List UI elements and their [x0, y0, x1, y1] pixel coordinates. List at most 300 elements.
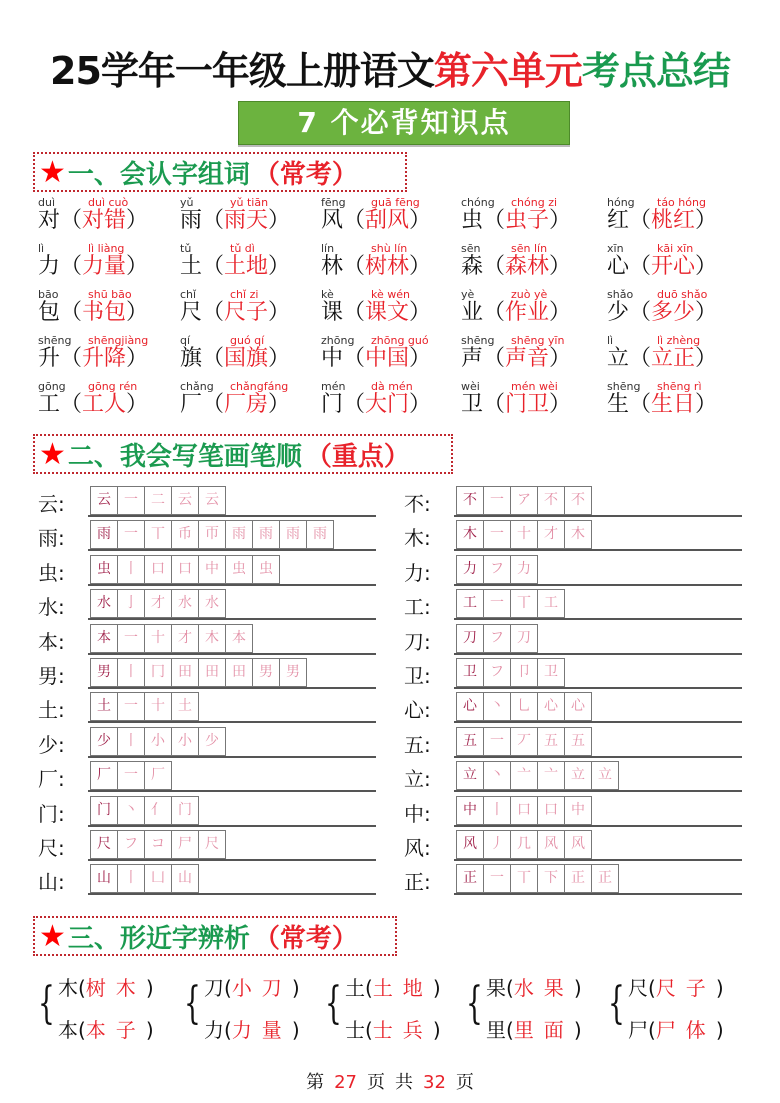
stroke-box: 卫	[537, 658, 565, 687]
stroke-box: 凵	[144, 864, 172, 893]
row-divider	[454, 721, 742, 723]
char-pinyin: xīn	[607, 242, 624, 255]
char-word: 力（力量）	[38, 254, 149, 279]
stroke-boxes	[90, 727, 225, 756]
word: 森林	[505, 254, 550, 279]
stroke-box: 一	[483, 589, 511, 618]
stroke-char: 风:	[404, 835, 431, 860]
stroke-box: 尺	[90, 830, 118, 859]
stroke-boxes	[90, 830, 225, 859]
stroke-box: 木	[456, 520, 484, 549]
char: 工	[38, 392, 61, 417]
word: 刮风	[365, 208, 410, 233]
char-word: 心（开心）	[607, 254, 718, 279]
word: 对错	[82, 208, 127, 233]
char-word: 虫（虫子）	[461, 208, 572, 233]
stroke-box: 币	[171, 520, 199, 549]
char: 包	[38, 300, 61, 325]
stroke-box: 虫	[90, 555, 118, 584]
char: 红	[607, 208, 630, 233]
word-pinyin: gōng rén	[88, 380, 138, 393]
stroke-box: 雨	[225, 520, 253, 549]
word-pinyin: kè wén	[371, 288, 410, 301]
char: 旗	[180, 346, 203, 371]
row-divider	[88, 653, 376, 655]
stroke-box: 心	[456, 692, 484, 721]
stroke-box: 一	[483, 520, 511, 549]
stroke-char: 门:	[38, 801, 65, 826]
stroke-order-left	[38, 484, 378, 897]
char: 心	[607, 254, 630, 279]
row-divider	[454, 756, 742, 758]
word: 升降	[82, 346, 127, 371]
stroke-box: 尺	[198, 830, 226, 859]
char-word: 尺（尺子）	[180, 300, 291, 325]
stroke-box: 帀	[198, 520, 226, 549]
row-divider	[88, 721, 376, 723]
stroke-char: 雨:	[38, 526, 65, 551]
page-word: 页	[367, 1072, 385, 1093]
stroke-box: 正	[564, 864, 592, 893]
stroke-box: 工	[537, 589, 565, 618]
char-pinyin: bāo	[38, 288, 59, 301]
stroke-box: 冂	[144, 658, 172, 687]
stroke-boxes	[456, 830, 591, 859]
char-pinyin: chǎng	[180, 380, 214, 393]
stroke-box: 云	[90, 486, 118, 515]
word-row	[38, 288, 768, 334]
section1-tag: （常考）	[253, 159, 358, 190]
word: 立正	[651, 346, 696, 371]
stroke-box: フ	[483, 624, 511, 653]
row-divider	[454, 515, 742, 517]
stroke-box: 一	[117, 520, 145, 549]
stroke-box: 亅	[117, 589, 145, 618]
stroke-boxes	[456, 658, 564, 687]
word-pinyin: chǎngfáng	[230, 380, 289, 393]
char-word: 立（立正）	[607, 346, 718, 371]
title-grade: 25学年一年级上册语文	[50, 49, 434, 93]
stroke-box: 刀	[510, 624, 538, 653]
char-pinyin: shǎo	[607, 288, 634, 301]
stroke-row	[404, 518, 744, 552]
stroke-box: 木	[564, 520, 592, 549]
word-pinyin: kāi xīn	[657, 242, 694, 255]
stroke-box: 丨	[483, 796, 511, 825]
stroke-row	[404, 759, 744, 793]
stroke-box: 丶	[117, 796, 145, 825]
stroke-box: 口	[537, 796, 565, 825]
char-pinyin: tǔ	[180, 242, 192, 255]
char-word: 红（桃红）	[607, 208, 718, 233]
char-word: 业（作业）	[461, 300, 572, 325]
char-pinyin: chóng	[461, 196, 495, 209]
stroke-boxes	[456, 589, 564, 618]
char: 对	[38, 208, 61, 233]
row-divider	[88, 790, 376, 792]
stroke-boxes	[456, 520, 591, 549]
title-unit: 第六单元	[433, 49, 582, 93]
word: 力量	[82, 254, 127, 279]
stroke-box: 乚	[510, 692, 538, 721]
total-word: 共	[395, 1072, 413, 1093]
stroke-box: 男	[252, 658, 280, 687]
stroke-box: 水	[198, 589, 226, 618]
row-divider	[88, 549, 376, 551]
char-pinyin: sēn	[461, 242, 481, 255]
row-divider	[88, 618, 376, 620]
row-divider	[454, 859, 742, 861]
stroke-box: 口	[171, 555, 199, 584]
stroke-box: ア	[510, 486, 538, 515]
stroke-boxes	[90, 486, 225, 515]
word: 树林	[365, 254, 410, 279]
stroke-box: 田	[171, 658, 199, 687]
pair-line-a: 土(土地)	[345, 976, 441, 1000]
stroke-char: 心:	[404, 698, 431, 723]
stroke-boxes	[456, 555, 537, 584]
stroke-box: 丨	[117, 727, 145, 756]
char: 立	[607, 346, 630, 371]
stroke-box: 男	[279, 658, 307, 687]
page-title	[0, 40, 780, 95]
word-pinyin: duì cuò	[88, 196, 129, 209]
star-icon: ★	[39, 154, 66, 190]
row-divider	[88, 687, 376, 689]
stroke-box: 小	[144, 727, 172, 756]
stroke-box: 刀	[456, 624, 484, 653]
word-grid	[38, 196, 768, 426]
stroke-box: 丅	[510, 589, 538, 618]
char-pinyin: mén	[321, 380, 346, 393]
stroke-box: 雨	[90, 520, 118, 549]
stroke-box: 卩	[510, 658, 538, 687]
stroke-box: 不	[564, 486, 592, 515]
stroke-boxes	[90, 796, 198, 825]
stroke-char: 工:	[404, 595, 431, 620]
row-divider	[454, 549, 742, 551]
stroke-char: 本:	[38, 629, 65, 654]
stroke-char: 厂:	[38, 767, 65, 792]
stroke-char: 虫:	[38, 560, 65, 585]
stroke-box: 正	[456, 864, 484, 893]
similar-characters	[38, 968, 768, 1048]
stroke-box: 一	[117, 624, 145, 653]
char-pinyin: chǐ	[180, 288, 197, 301]
stroke-box: 中	[198, 555, 226, 584]
stroke-row	[404, 862, 744, 896]
char-pinyin: yǔ	[180, 196, 194, 209]
stroke-box: 下	[537, 864, 565, 893]
word-pinyin: shēngjiàng	[88, 334, 149, 347]
stroke-boxes	[90, 658, 306, 687]
stroke-order-right	[404, 484, 744, 897]
stroke-box: 立	[591, 761, 619, 790]
stroke-box: 门	[171, 796, 199, 825]
word: 门卫	[505, 392, 550, 417]
char: 林	[321, 254, 344, 279]
word: 生日	[651, 392, 696, 417]
word-pinyin: zhōng guó	[371, 334, 429, 347]
stroke-box: 云	[198, 486, 226, 515]
row-divider	[454, 653, 742, 655]
stroke-boxes	[456, 624, 537, 653]
stroke-box: 口	[144, 555, 172, 584]
stroke-row	[404, 690, 744, 724]
char-word: 林（树林）	[321, 254, 432, 279]
stroke-box: 雨	[252, 520, 280, 549]
page-number	[0, 1068, 780, 1094]
stroke-box: コ	[144, 830, 172, 859]
stroke-box: 中	[456, 796, 484, 825]
stroke-boxes	[90, 555, 279, 584]
stroke-char: 力:	[404, 560, 431, 585]
stroke-box: 雨	[279, 520, 307, 549]
stroke-box: 小	[171, 727, 199, 756]
section2-tag: （重点）	[305, 441, 410, 472]
word: 中国	[365, 346, 410, 371]
char-pinyin: hóng	[607, 196, 635, 209]
stroke-box: 才	[537, 520, 565, 549]
stroke-boxes	[456, 864, 618, 893]
stroke-char: 立:	[404, 767, 431, 792]
stroke-char: 云:	[38, 492, 65, 516]
stroke-row	[38, 518, 378, 552]
stroke-box: 少	[90, 727, 118, 756]
stroke-box: 丆	[510, 727, 538, 756]
word-pinyin: táo hóng	[657, 196, 706, 209]
stroke-box: 口	[510, 796, 538, 825]
stroke-box: 尸	[171, 830, 199, 859]
char-pinyin: lín	[321, 242, 335, 255]
word-pinyin: guā fēng	[371, 196, 420, 209]
stroke-boxes	[90, 864, 198, 893]
word: 尺子	[224, 300, 269, 325]
pair-line-b: 本(本子)	[58, 1018, 154, 1042]
stroke-box: 不	[456, 486, 484, 515]
stroke-box: 丅	[144, 520, 172, 549]
char-word: 对（对错）	[38, 208, 149, 233]
stroke-box: 才	[144, 589, 172, 618]
char-pinyin: gōng	[38, 380, 66, 393]
char-pinyin: zhōng	[321, 334, 355, 347]
total-pages: 32	[423, 1072, 446, 1093]
stroke-row	[38, 587, 378, 621]
char-word: 少（多少）	[607, 300, 718, 325]
stroke-box: 水	[90, 589, 118, 618]
word: 工人	[82, 392, 127, 417]
stroke-box: 力	[510, 555, 538, 584]
stroke-box: 男	[90, 658, 118, 687]
row-divider	[454, 825, 742, 827]
stroke-box: 正	[591, 864, 619, 893]
char-word: 旗（国旗）	[180, 346, 291, 371]
word-pinyin: shēng yīn	[511, 334, 565, 347]
word: 土地	[224, 254, 269, 279]
stroke-row	[404, 656, 744, 690]
char-word: 课（课文）	[321, 300, 432, 325]
char-pinyin: shēng	[461, 334, 495, 347]
stroke-boxes	[90, 589, 225, 618]
stroke-boxes	[456, 692, 591, 721]
stroke-box: 本	[225, 624, 253, 653]
section2-heading	[33, 434, 453, 474]
word-pinyin: shū bāo	[88, 288, 132, 301]
stroke-row	[404, 587, 744, 621]
word-pinyin: zuò yè	[511, 288, 548, 301]
stroke-char: 刀:	[404, 629, 431, 654]
stroke-box: 本	[90, 624, 118, 653]
word-pinyin: duō shǎo	[657, 288, 708, 301]
pair-line-b: 力(力量)	[204, 1018, 300, 1042]
char-word: 土（土地）	[180, 254, 291, 279]
section1-label: 一、会认字组词	[67, 159, 250, 190]
stroke-box: 立	[564, 761, 592, 790]
stroke-box: 丨	[117, 864, 145, 893]
stroke-box: 卫	[456, 658, 484, 687]
char: 雨	[180, 208, 203, 233]
stroke-box: 力	[456, 555, 484, 584]
stroke-box: 不	[537, 486, 565, 515]
pair-line-b: 尸(尸体)	[628, 1018, 724, 1042]
word-pinyin: tǔ dì	[230, 242, 255, 255]
row-divider	[454, 687, 742, 689]
char-pinyin: shēng	[607, 380, 641, 393]
row-divider	[454, 618, 742, 620]
word: 声音	[505, 346, 550, 371]
stroke-box: 土	[171, 692, 199, 721]
stroke-box: 心	[564, 692, 592, 721]
stroke-box: 丿	[483, 830, 511, 859]
row-divider	[454, 893, 742, 895]
word-pinyin: lì liàng	[88, 242, 125, 255]
stroke-row	[38, 862, 378, 896]
stroke-char: 男:	[38, 663, 65, 688]
stroke-box: 虫	[225, 555, 253, 584]
section1-heading	[33, 152, 407, 192]
word: 国旗	[224, 346, 269, 371]
knowledge-points-banner: 7 个必背知识点	[238, 101, 570, 145]
stroke-box: 土	[90, 692, 118, 721]
pair-line-a: 果(水果)	[486, 976, 582, 1000]
stroke-char: 卫:	[404, 663, 431, 688]
char-pinyin: yè	[461, 288, 475, 301]
char-pinyin: fēng	[321, 196, 346, 209]
char: 升	[38, 346, 61, 371]
word-row	[38, 242, 768, 288]
brace-icon: {	[325, 978, 342, 1029]
stroke-box: フ	[483, 658, 511, 687]
word: 虫子	[505, 208, 550, 233]
stroke-box: 木	[198, 624, 226, 653]
row-divider	[88, 515, 376, 517]
stroke-box: 十	[510, 520, 538, 549]
word-pinyin: chóng zi	[511, 196, 558, 209]
stroke-row	[404, 828, 744, 862]
pair-line-b: 士(士兵)	[345, 1018, 441, 1042]
stroke-char: 水:	[38, 595, 65, 620]
char: 门	[321, 392, 344, 417]
stroke-box: 风	[564, 830, 592, 859]
stroke-box: 亠	[510, 761, 538, 790]
word-pinyin: sēn lín	[511, 242, 548, 255]
char: 尺	[180, 300, 203, 325]
stroke-box: 田	[198, 658, 226, 687]
char-word: 森（森林）	[461, 254, 572, 279]
stroke-boxes	[456, 486, 591, 515]
stroke-box: 山	[171, 864, 199, 893]
section3-heading	[33, 916, 397, 956]
stroke-row	[404, 794, 744, 828]
stroke-row	[404, 622, 744, 656]
stroke-box: 立	[456, 761, 484, 790]
stroke-box: 二	[144, 486, 172, 515]
stroke-box: 厂	[90, 761, 118, 790]
section3-tag: （常考）	[253, 923, 358, 954]
stroke-row	[38, 828, 378, 862]
stroke-char: 少:	[38, 732, 65, 757]
stroke-row	[38, 656, 378, 690]
stroke-row	[38, 759, 378, 793]
stroke-box: 少	[198, 727, 226, 756]
char-word: 风（刮风）	[321, 208, 432, 233]
char-word: 升（升降）	[38, 346, 149, 371]
stroke-box: 田	[225, 658, 253, 687]
stroke-row	[404, 553, 744, 587]
char-pinyin: duì	[38, 196, 56, 209]
stroke-row	[404, 484, 744, 518]
stroke-box: 工	[456, 589, 484, 618]
stroke-boxes	[90, 520, 333, 549]
char-pinyin: wèi	[461, 380, 480, 393]
word: 作业	[505, 300, 550, 325]
char: 业	[461, 300, 484, 325]
stroke-box: 云	[171, 486, 199, 515]
stroke-box: 一	[117, 692, 145, 721]
row-divider	[88, 584, 376, 586]
word-pinyin: lì zhèng	[657, 334, 701, 347]
char-word: 中（中国）	[321, 346, 432, 371]
title-summary: 考点总结	[581, 49, 730, 93]
stroke-box: 丅	[510, 864, 538, 893]
stroke-row	[38, 725, 378, 759]
word: 开心	[651, 254, 696, 279]
char: 土	[180, 254, 203, 279]
brace-icon: {	[608, 978, 625, 1029]
stroke-box: 十	[144, 624, 172, 653]
stroke-box: 十	[144, 692, 172, 721]
char: 力	[38, 254, 61, 279]
pair-line-a: 木(树木)	[58, 976, 154, 1000]
stroke-box: 山	[90, 864, 118, 893]
word-pinyin: shù lín	[371, 242, 408, 255]
stroke-char: 五:	[404, 732, 431, 757]
word: 大门	[365, 392, 410, 417]
stroke-box: 水	[171, 589, 199, 618]
stroke-row	[38, 794, 378, 828]
word: 多少	[651, 300, 696, 325]
char-word: 包（书包）	[38, 300, 149, 325]
char: 风	[321, 208, 344, 233]
char: 课	[321, 300, 344, 325]
stroke-boxes	[90, 624, 252, 653]
pair-line-b: 里(里面)	[486, 1018, 582, 1042]
char: 森	[461, 254, 484, 279]
stroke-box: 五	[456, 727, 484, 756]
star-icon: ★	[39, 918, 66, 954]
char: 厂	[180, 392, 203, 417]
stroke-boxes	[90, 761, 171, 790]
